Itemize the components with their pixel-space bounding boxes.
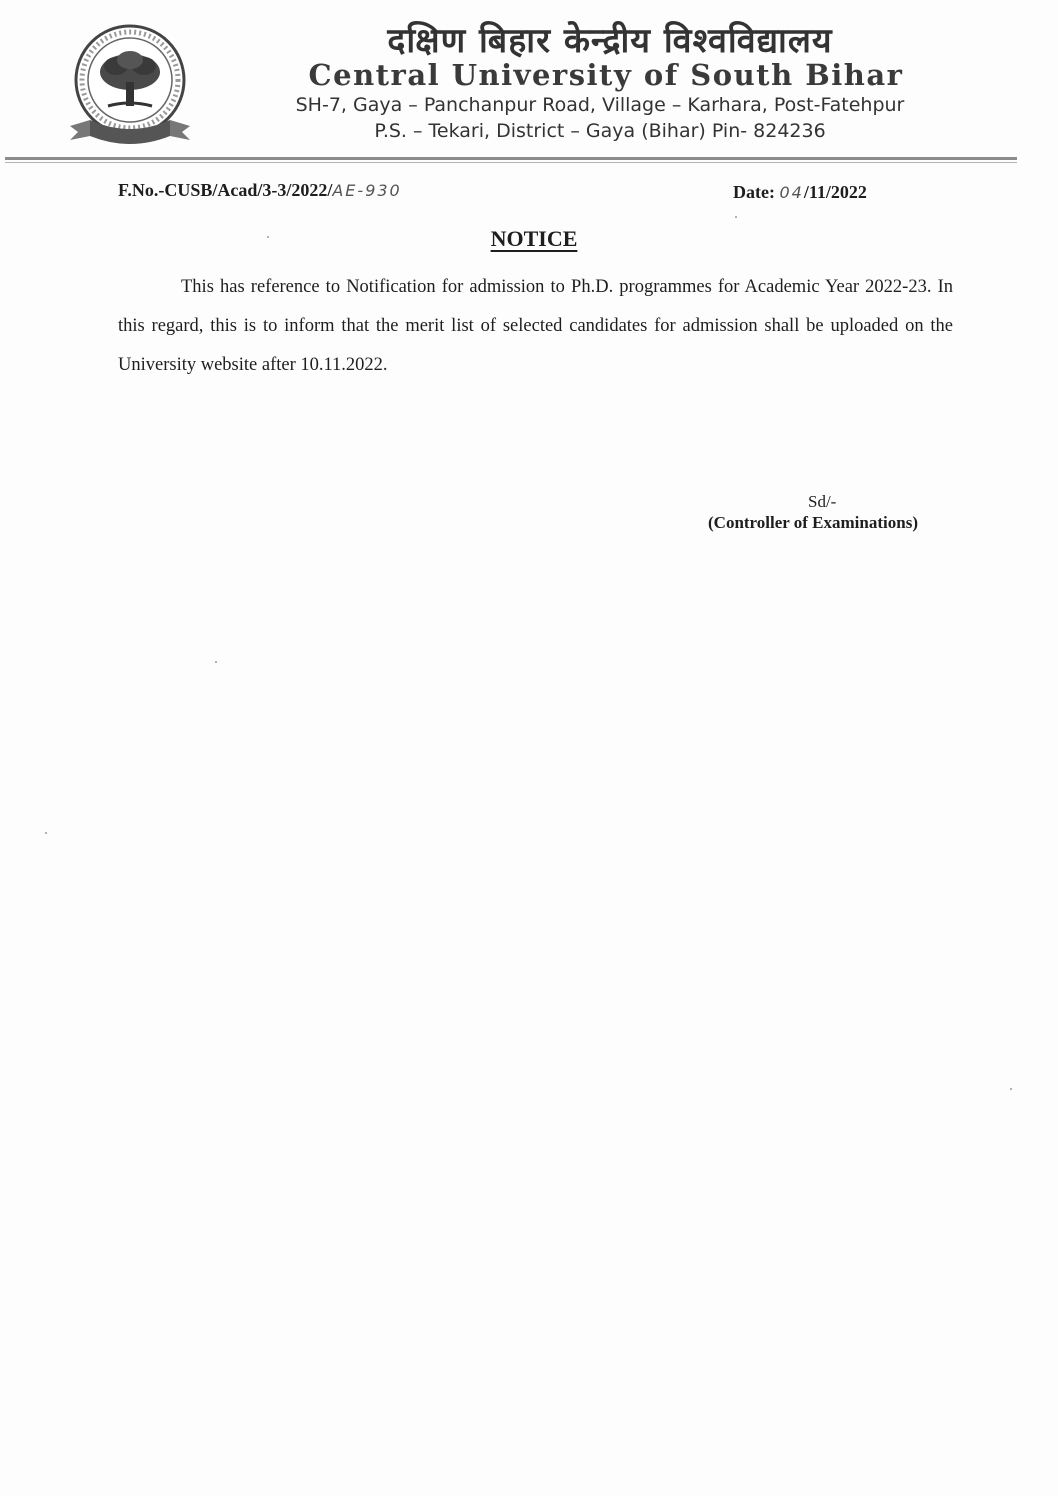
signatory-designation: (Controller of Examinations)	[708, 513, 918, 532]
date-day-handwritten: 04	[779, 183, 804, 202]
letterhead	[0, 0, 1058, 170]
date-month-year: /11/2022	[803, 182, 867, 202]
university-name-hindi: दक्षिण बिहार केन्द्रीय विश्वविद्यालय	[387, 21, 833, 61]
notice-body: This has reference to Notification for admission to Ph.D. programmes for Academic Year 2022-23. In this regard, this is to inform that the merit list of selected candidates for admission shall be uploaded on the University website after 10.11.2022.	[118, 277, 953, 375]
scan-speck	[267, 236, 269, 238]
scan-speck	[45, 832, 47, 834]
address-line-2: P.S. – Tekari, District – Gaya (Bihar) Pin- 824236	[374, 120, 826, 142]
letterhead-divider	[5, 157, 1017, 160]
file-number-handwritten: AE-930	[332, 181, 402, 200]
university-name-english: Central University of South Bihar	[308, 58, 904, 92]
date-label: Date:	[733, 182, 775, 202]
letterhead-divider-thin	[5, 162, 1017, 163]
scan-speck	[1010, 1088, 1012, 1090]
university-emblem-icon	[68, 22, 192, 146]
address-line-1: SH-7, Gaya – Panchanpur Road, Village – Karhara, Post-Fatehpur	[295, 94, 905, 116]
notice-date	[733, 182, 867, 203]
scan-speck	[215, 661, 217, 663]
scan-speck	[735, 216, 737, 218]
signature-sd: Sd/-	[808, 492, 837, 511]
file-number-prefix: F.No.-CUSB/Acad/3-3/2022/	[118, 180, 333, 200]
file-number	[118, 180, 402, 201]
notice-title: NOTICE	[490, 226, 578, 251]
